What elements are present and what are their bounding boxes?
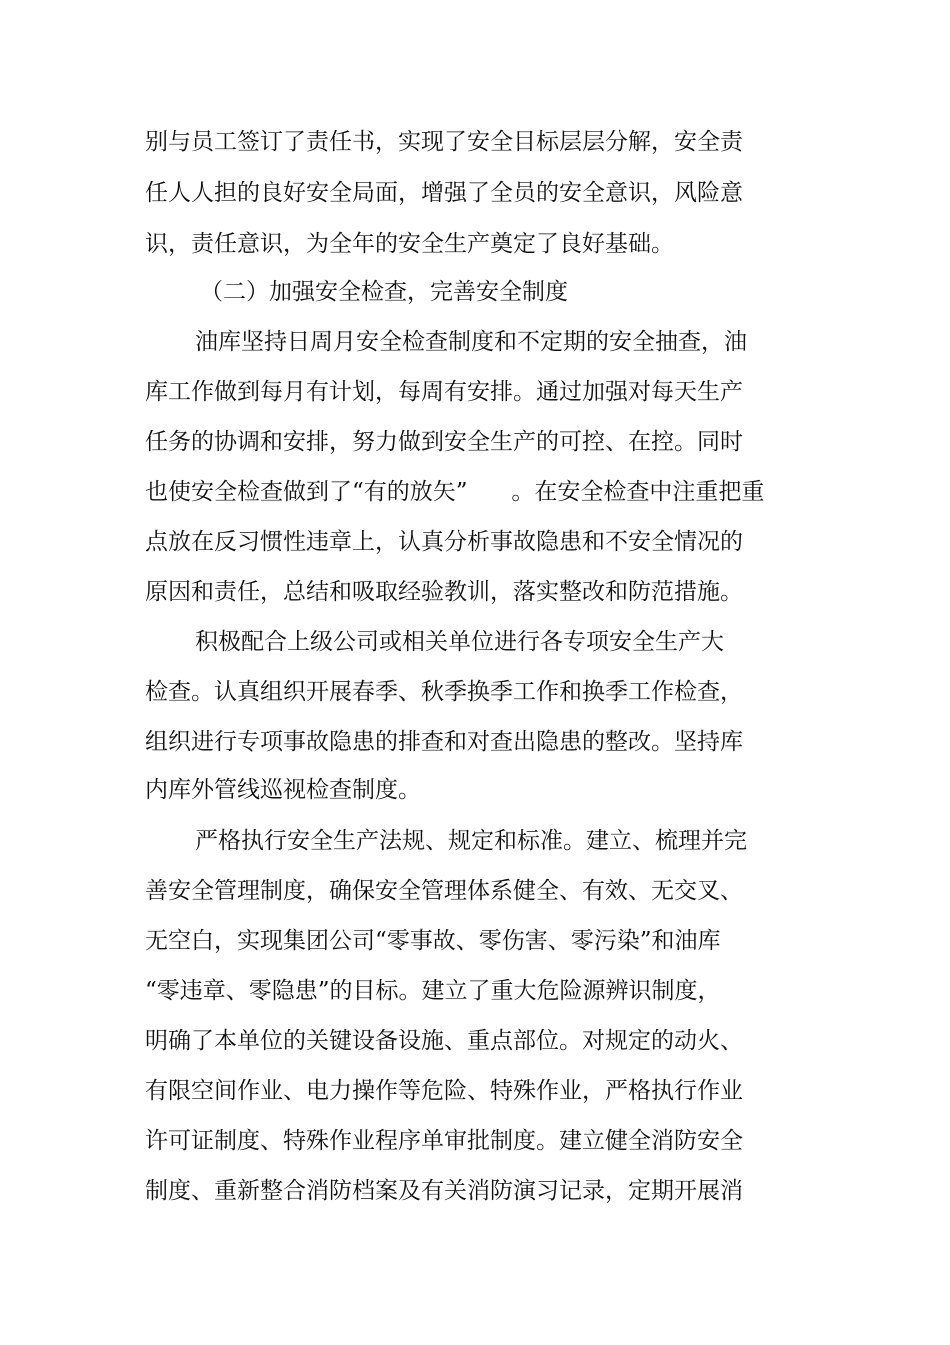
- text-line: 任人人担的良好安全局面，增强了全员的安全意识，风险意: [145, 180, 743, 206]
- text-line: 任务的协调和安排，努力做到安全生产的可控、在控。同时: [145, 429, 743, 455]
- text-line: 库工作做到每月有计划，每周有安排。通过加强对每天生产: [145, 379, 743, 405]
- text-line: 许可证制度、特殊作业程序单审批制度。建立健全消防安全: [145, 1128, 743, 1154]
- section-heading: （二）加强安全检查，完善安全制度: [200, 279, 568, 305]
- text-line: 积极配合上级公司或相关单位进行各专项安全生产大: [195, 629, 724, 655]
- text-line: 无空白，实现集团公司“零事故、零伤害、零污染”和油库: [145, 928, 721, 954]
- text-line: 制度、重新整合消防档案及有关消防演习记录，定期开展消: [145, 1178, 743, 1204]
- text-line: 善安全管理制度，确保安全管理体系健全、有效、无交叉、: [145, 878, 743, 904]
- text-line: 油库坚持日周月安全检查制度和不定期的安全抽查，油: [195, 329, 747, 355]
- text-line: 识，责任意识，为全年的安全生产奠定了良好基础。: [145, 231, 674, 257]
- text-line: 别与员工签订了责任书，实现了安全目标层层分解，安全责: [145, 129, 743, 155]
- text-line: 组织进行专项事故隐患的排查和对查出隐患的整改。坚持库: [145, 729, 743, 755]
- text-line: 内库外管线巡视检查制度。: [145, 777, 421, 803]
- text-line: 原因和责任，总结和吸取经验教训，落实整改和防范措施。: [145, 579, 743, 605]
- text-line: 严格执行安全生产法规、规定和标准。建立、梳理并完: [195, 828, 747, 854]
- text-line: 点放在反习惯性违章上，认真分析事故隐患和不安全情况的: [145, 529, 743, 555]
- text-line: 有限空间作业、电力操作等危险、特殊作业，严格执行作业: [145, 1078, 743, 1104]
- text-line: 也使安全检查做到了“有的放矢” 。在安全检查中注重把重: [145, 479, 765, 505]
- text-line: 明确了本单位的关键设备设施、重点部位。对规定的动火、: [145, 1028, 743, 1054]
- text-line: “零违章、零隐患”的目标。建立了重大危险源辨识制度，: [145, 978, 721, 1004]
- text-line: 检查。认真组织开展春季、秋季换季工作和换季工作检查，: [145, 679, 743, 705]
